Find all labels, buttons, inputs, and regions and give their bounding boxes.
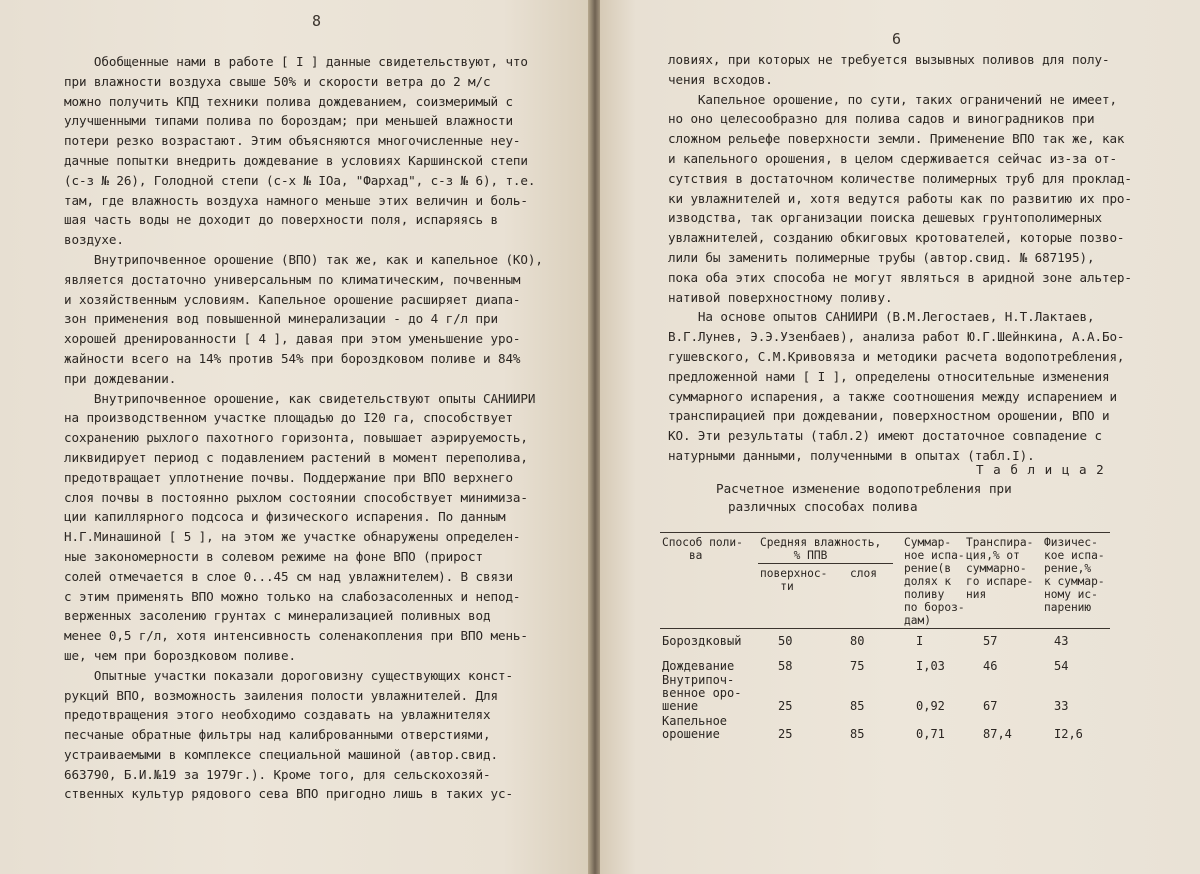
text-line: устраиваемыми в комплексе специальной машиной (автор.свид. — [64, 746, 498, 762]
text-line: ки увлажнителей и, хотя ведутся работы как по развитию их про- — [668, 190, 1132, 206]
text-line: сохранению рыхлого пахотного горизонта, повышает аэрируемость, — [64, 430, 528, 446]
text-line: менее 0,5 г/л, хотя интенсивность соленакопления при ВПО мень- — [64, 628, 528, 644]
text-line: суммарного испарения, а также соотношения между испарением и — [668, 388, 1117, 404]
header-method: Способ поли- ва — [662, 536, 743, 562]
text-line: воздухе. — [64, 232, 124, 248]
cell-method: Бороздковый — [662, 634, 742, 648]
cell-surface-moisture: 58 — [778, 659, 793, 673]
text-line: предотвращения этого необходимо создавать на увлажнителях — [64, 707, 491, 723]
text-line: жайности всего на 14% против 54% при бороздковом поливе и 84% — [64, 350, 521, 366]
text-line: предотвращает уплотнение почвы. Поддержание при ВПО верхнего — [64, 469, 513, 485]
text-line: (с-з № 26), Голодной степи (с-х № IOа, "Фархад", с-з № 6), т.е. — [64, 172, 536, 188]
text-line: сутствия в достаточном количестве полимерных труб для проклад- — [668, 170, 1132, 186]
cell-method: Капельное орошение — [662, 714, 728, 741]
cell-layer-moisture: 75 — [850, 659, 865, 673]
text-line: КО. Эти результаты (табл.2) имеют достаточное совпадение с — [668, 428, 1102, 444]
text-line: при дождевании. — [64, 370, 177, 386]
table-rule — [660, 532, 1110, 533]
text-line: гушевского, С.М.Кривовяза и методики расчета водопотребления, — [668, 348, 1125, 364]
cell-transpiration: 67 — [983, 699, 998, 713]
text-line: солей отмечается в слое 0...45 см над увлажнителем). В связи — [64, 568, 513, 584]
header-layer: слоя — [850, 567, 877, 580]
page-number: 6 — [892, 30, 902, 48]
text-line: увлажнителей, созданию обкиговых кротователей, которые позво- — [668, 230, 1125, 246]
text-line: ловиях, при которых не требуется вызывных поливов для полу- — [668, 52, 1110, 67]
text-line: Внутрипочвенное орошение (ВПО) так же, как и капельное (КО), — [64, 251, 543, 267]
text-line: зон применения вод повышенной минерализации - до 4 г/л при — [64, 311, 498, 327]
text-line: нативой поверхностному поливу. — [668, 289, 893, 305]
cell-total-evaporation: 0,71 — [916, 727, 945, 741]
text-line: изводства, так организации поиска дешевых грунтополимерных — [668, 210, 1102, 226]
text-line: Обобщенные нами в работе [ I ] данные свидетельствуют, что — [64, 54, 528, 69]
header-moisture: Средняя влажность, % ППВ — [760, 536, 882, 562]
cell-transpiration: 57 — [983, 634, 998, 648]
header-total-evaporation: Суммар- ное испа- рение(в долях к поливу по бороз- дам) — [904, 536, 965, 627]
text-line: слоя почвы в постоянно рыхлом состоянии способствует минимиза- — [64, 489, 528, 505]
cell-surface-moisture: 25 — [778, 727, 793, 741]
cell-method: Внутрипоч- венное оро- шение — [662, 673, 742, 713]
cell-surface-moisture: 25 — [778, 699, 793, 713]
cell-physical-evaporation: 43 — [1054, 634, 1069, 648]
table-rule — [758, 563, 893, 564]
text-line: Опытные участки показали дороговизну существующих конст- — [64, 667, 513, 683]
text-line: транспирацией при дождевании, поверхностном орошении, ВПО и — [668, 408, 1110, 424]
cell-layer-moisture: 85 — [850, 699, 865, 713]
text-line: ные закономерности в солевом режиме на фоне ВПО (прирост — [64, 548, 483, 564]
cell-layer-moisture: 80 — [850, 634, 865, 648]
text-line: и капельного орошения, в целом сдерживается сейчас из-за от- — [668, 150, 1117, 166]
text-line: шая часть воды не доходит до поверхности поля, испаряясь в — [64, 212, 498, 228]
text-line: можно получить КПД техники полива дождеванием, соизмеримый с — [64, 93, 513, 109]
header-surface: поверхнос- ти — [760, 567, 828, 593]
text-line: ликвидирует период с подавлением растений в момент переполива, — [64, 449, 528, 465]
table-rule — [660, 628, 1110, 629]
text-line: рукций ВПО, возможность заиления полости увлажнителей. Для — [64, 687, 498, 703]
table-caption: Расчетное изменение водопотребления при — [716, 481, 1012, 496]
table-label: Т а б л и ц а 2 — [976, 462, 1105, 477]
text-line: ше, чем при бороздковом поливе. — [64, 647, 296, 663]
text-line: В.Г.Лунев, Э.Э.Узенбаев), анализа работ Ю.Г.Шейнкина, А.А.Бо- — [668, 329, 1125, 345]
cell-transpiration: 87,4 — [983, 727, 1012, 741]
text-line: дачные попытки внедрить дождевание в условиях Каршинской степи — [64, 152, 528, 168]
text-line: является достаточно универсальным по климатическим, почвенным — [64, 271, 521, 287]
text-line: предложенной нами [ I ], определены относительные изменения — [668, 368, 1110, 384]
text-line: там, где влажность воздуха намного меньше этих величин и боль- — [64, 192, 528, 208]
cell-transpiration: 46 — [983, 659, 998, 673]
text-line: потери резко возрастают. Этим объясняются многочисленные неу- — [64, 133, 521, 149]
text-line: при влажности воздуха свыше 50% и скорости ветра до 2 м/с — [64, 73, 491, 89]
cell-total-evaporation: I — [916, 634, 924, 648]
cell-physical-evaporation: 33 — [1054, 699, 1069, 713]
cell-total-evaporation: 0,92 — [916, 699, 945, 713]
right-page — [600, 0, 1200, 874]
text-line: 663790, Б.И.№19 за 1979г.). Кроме того, для сельскохозяй- — [64, 766, 491, 782]
cell-total-evaporation: I,03 — [916, 659, 945, 673]
text-line: и хозяйственным условиям. Капельное орошение расширяет диапа- — [64, 291, 521, 307]
text-line: но оно целесообразно для полива садов и виноградников при — [668, 111, 1095, 127]
text-line: На основе опытов САНИИРИ (В.М.Легостаев, Н.Т.Лактаев, — [668, 309, 1095, 325]
text-line: Капельное орошение, по сути, таких ограничений не имеет, — [668, 91, 1117, 107]
text-line: на производственном участке площадью до I20 га, способствует — [64, 410, 513, 426]
cell-physical-evaporation: I2,6 — [1054, 727, 1083, 741]
text-line: Н.Г.Минашиной [ 5 ], на этом же участке обнаружены определен- — [64, 529, 521, 545]
table-caption: различных способах полива — [728, 499, 918, 514]
text-line: лили бы заменить полимерные трубы (автор.свид. № 687195), — [668, 249, 1095, 265]
cell-method: Дождевание — [662, 659, 735, 673]
text-line: сложном рельефе поверхности земли. Применение ВПО так же, как — [668, 131, 1125, 147]
text-line: ственных культур рядового сева ВПО пригодно лишь в таких ус- — [64, 786, 513, 802]
cell-layer-moisture: 85 — [850, 727, 865, 741]
text-line: улучшенными типами полива по бороздам; при меньшей влажности — [64, 113, 513, 129]
text-line: хорошей дренированности [ 4 ], давая при этом уменьшение уро- — [64, 331, 521, 347]
text-line: ции капиллярного подсоса и физического испарения. По данным — [64, 509, 506, 525]
text-line: Внутрипочвенное орошение, как свидетельствуют опыты САНИИРИ — [64, 390, 536, 406]
text-line: верженных засолению грунтах с минерализацией поливных вод — [64, 608, 491, 624]
cell-physical-evaporation: 54 — [1054, 659, 1069, 673]
water-use-table — [660, 532, 1160, 752]
text-line: песчаные обратные фильтры над калиброванными отверстиями, — [64, 727, 491, 743]
left-page — [0, 0, 592, 874]
text-line: с этим применять ВПО можно только на слабозасоленных и непод- — [64, 588, 521, 604]
page-number: 8 — [312, 12, 322, 30]
header-physical-evaporation: Физичес- кое испа- рение,% к суммар- ному ис- парению — [1044, 536, 1105, 614]
text-line: натурными данными, полученными в опытах (табл.I). — [668, 447, 1035, 463]
cell-surface-moisture: 50 — [778, 634, 793, 648]
text-line: пока оба этих способа не могут являться в аридной зоне альтер- — [668, 269, 1132, 285]
text-line: чения всходов. — [668, 71, 773, 87]
header-transpiration: Транспира- ция,% от суммарно- го испаре- ния — [966, 536, 1034, 601]
left-page-body — [64, 52, 543, 804]
right-page-body — [668, 50, 1132, 466]
